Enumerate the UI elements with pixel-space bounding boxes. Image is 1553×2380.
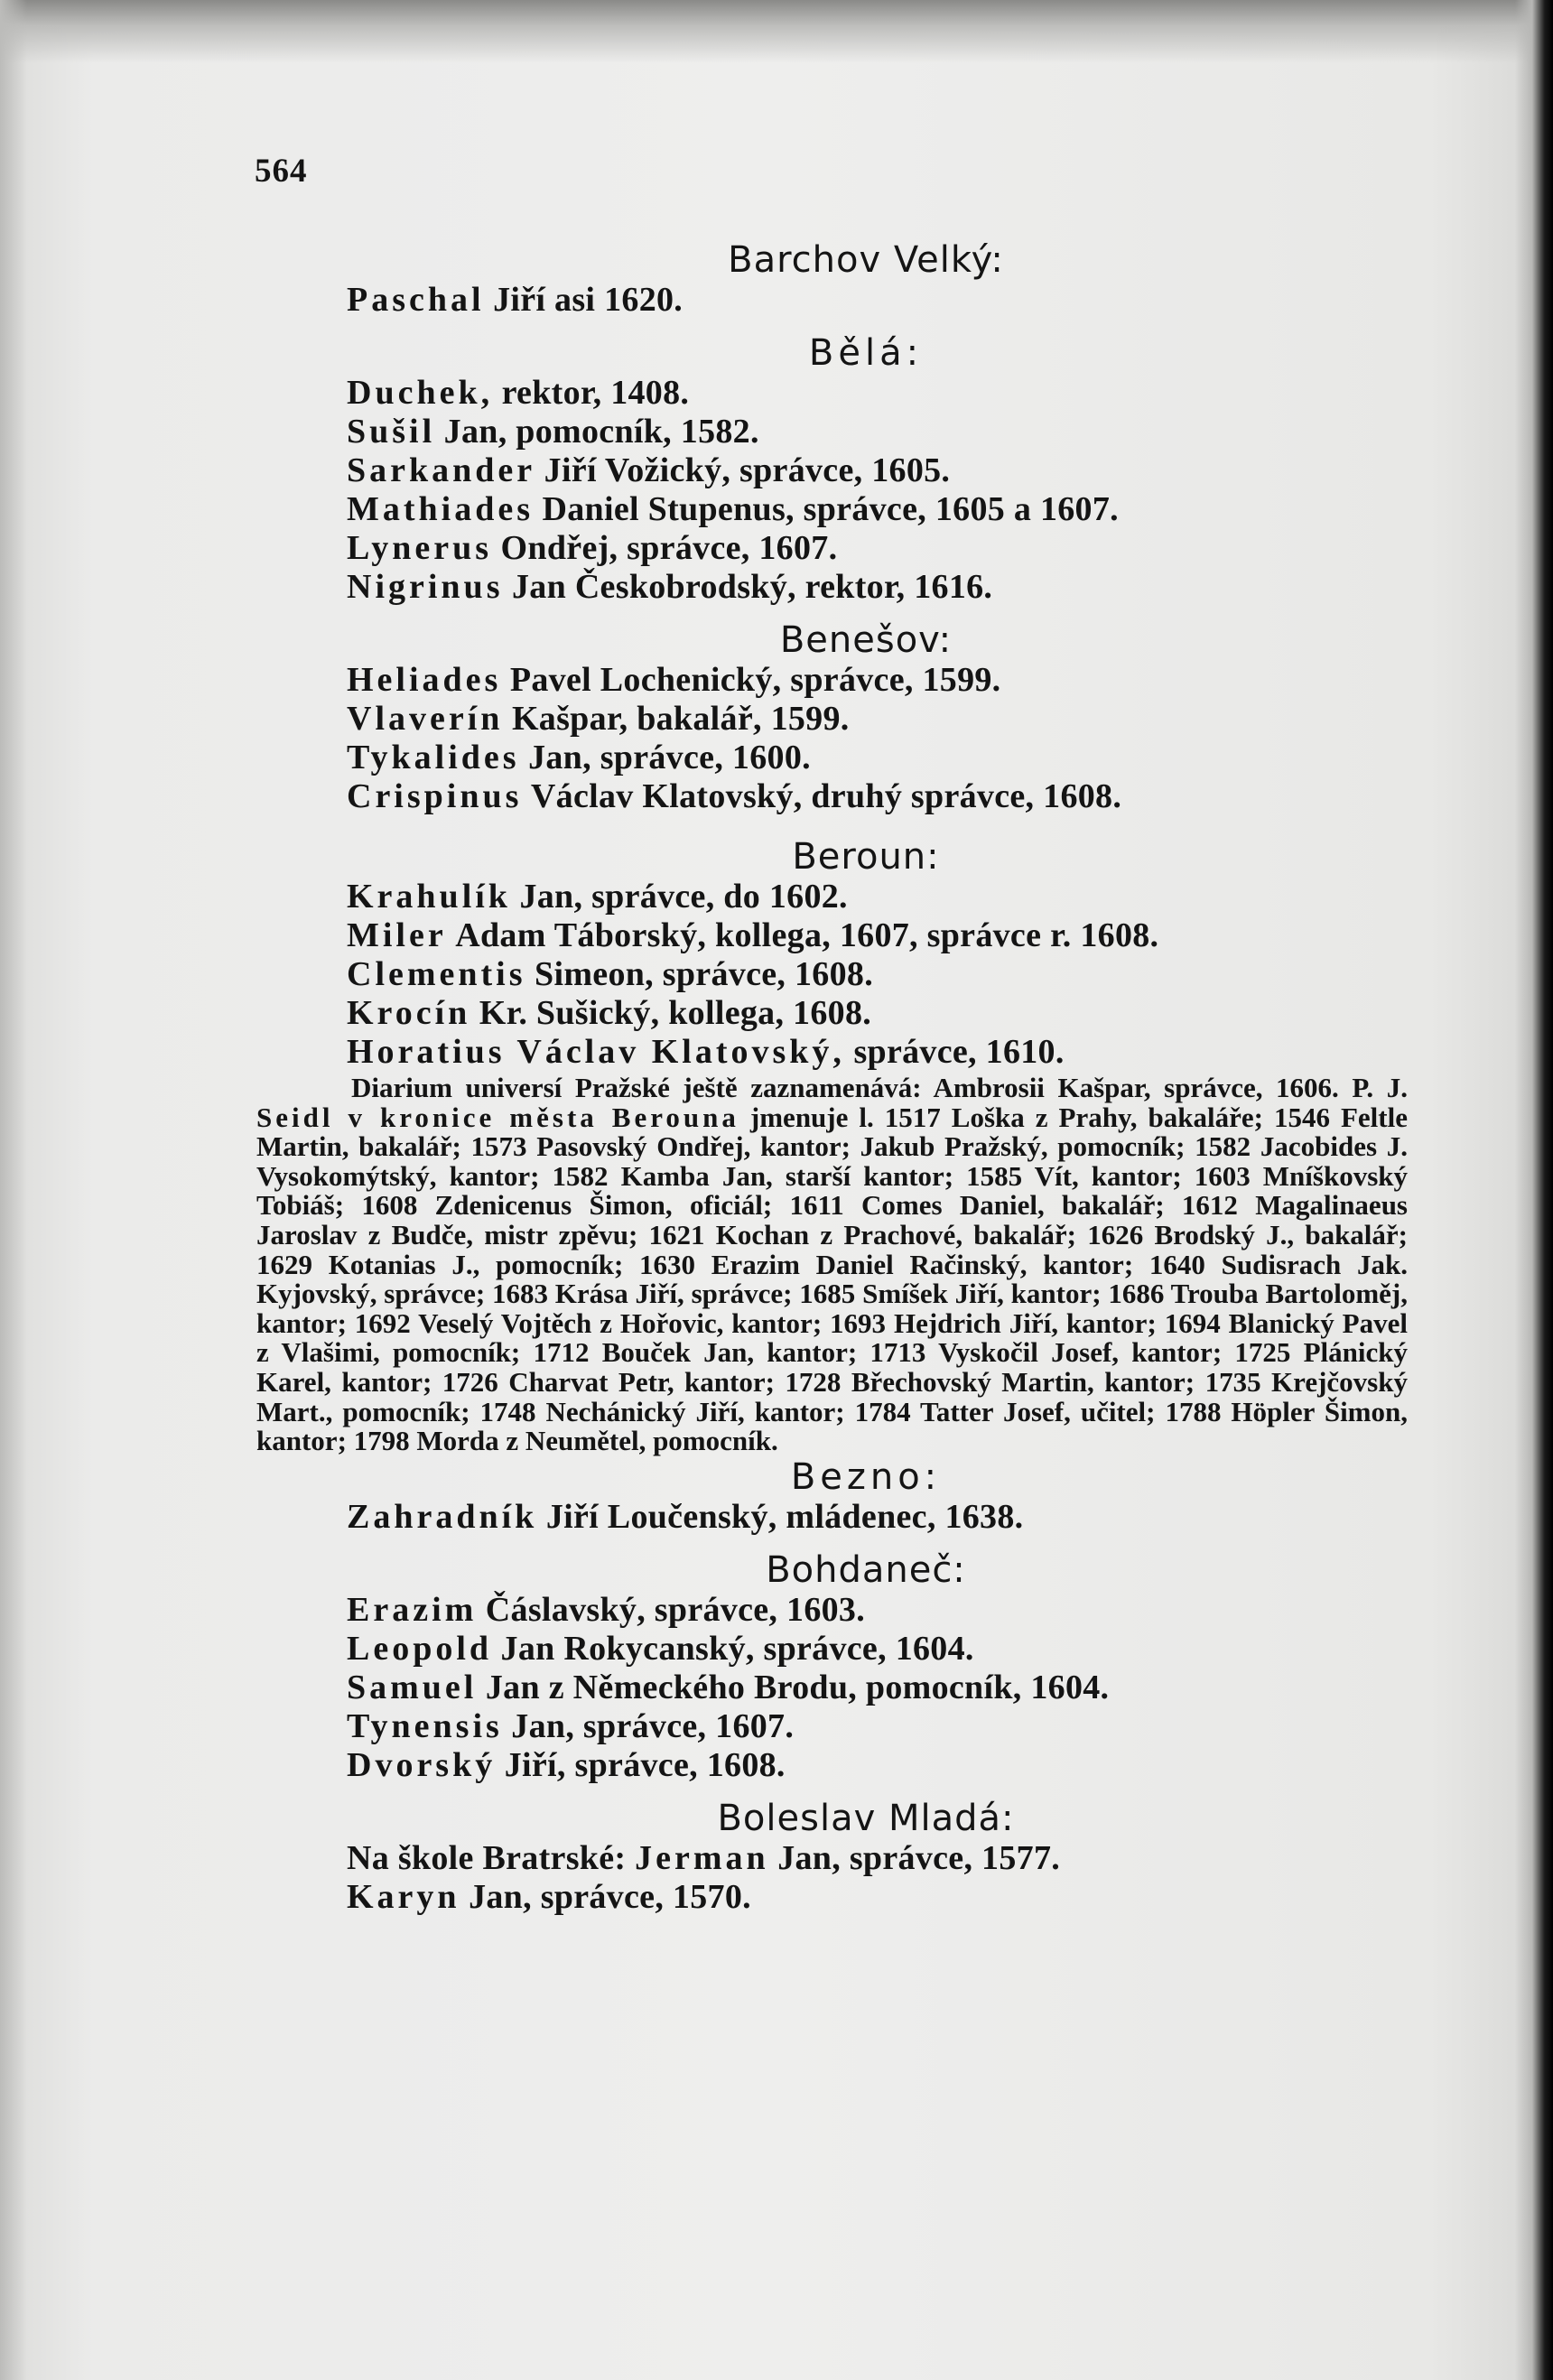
- heading-boleslav: Boleslav Mladá:: [717, 1797, 1015, 1839]
- entry-bohdanec-2: Leopold Jan Rokycanský, správce, 1604.: [347, 1629, 974, 1668]
- entry-bela-3: Sarkander Jiří Vožický, správce, 1605.: [347, 451, 951, 489]
- heading-barchov: Barchov Velký:: [728, 239, 1004, 281]
- beroun-note: Diarium universí Pražské ještě zaznamenává: Ambrosii Kašpar, správce, 1606. P. J. Seidl v kronice města Berouna jmenuje l. 1517 Loška z Prahy, bakaláře; 1546 Feltle Martin, bakalář; 1573 Pasovský Ondřej, kantor; Jakub Pražský, pomocník; 1582 Jacobides J. Vysokomýtský, kantor; 1582 Kamba Jan, starší kantor; 1585 Vít, kantor; 1603 Mníškovský Tobiáš; 1608 Zdenicenus Šimon, oficiál; 1611 Comes Daniel, bakalář; 1612 Magalinaeus Jaroslav z Budče, mistr zpěvu; 1621 Kochan z Prachové, bakalář; 1626 Brodský J., bakalář; 1629 Kotanias J., pomocník; 1630 Erazim Daniel Račinský, kantor; 1640 Sudisrach Jak. Kyjovský, správce; 1683 Krása Jiří, správce; 1685 Smíšek Jiří, kantor; 1686 Trouba Bartoloměj, kantor; 1692 Veselý Vojtěch z Hořovic, kantor; 1693 Hejdrich Jiří, kantor; 1694 Blanický Pavel z Vlašimi, pomocník; 1712 Bouček Jan, kantor; 1713 Vyskočil Josef, kantor; 1725 Plánický Karel, kantor; 1726 Charvat Petr, kantor; 1728 Břechovský Martin, kantor; 1735 Krejčovský Mart., pomocník; 1748 Nechánický Jiří, kantor; 1784 Tatter Josef, učitel; 1788 Höpler Šimon, kantor; 1798 Morda z Neumětel, pomocník.: [256, 1072, 1408, 1457]
- entry-beroun-2: Miler Adam Táborský, kollega, 1607, správce r. 1608.: [347, 916, 1159, 954]
- entry-bela-6: Nigrinus Jan Českobrodský, rektor, 1616.: [347, 568, 993, 606]
- entry-beroun-3: Clementis Simeon, správce, 1608.: [347, 955, 873, 993]
- entry-bela-1: Duchek, rektor, 1408.: [347, 374, 690, 412]
- entry-benesov-1: Heliades Pavel Lochenický, správce, 1599.: [347, 661, 1001, 699]
- entry-bohdanec-4: Tynensis Jan, správce, 1607.: [347, 1706, 795, 1745]
- entry-bezno-1: Zahradník Jiří Loučenský, mládenec, 1638.: [347, 1497, 1024, 1536]
- entry-boleslav-1: Na škole Bratrské: Jerman Jan, správce, 1577.: [347, 1838, 1061, 1877]
- scan-top-shadow: [0, 0, 1553, 63]
- entry-bela-2: Sušil Jan, pomocník, 1582.: [347, 413, 759, 451]
- heading-bela: Bělá:: [808, 332, 924, 374]
- entry-bela-4: Mathiades Daniel Stupenus, správce, 1605 a 1607.: [347, 490, 1119, 528]
- scan-right-edge: [1515, 0, 1553, 2380]
- entry-benesov-3: Tykalides Jan, správce, 1600.: [347, 739, 811, 776]
- entry-beroun-1: Krahulík Jan, správce, do 1602.: [347, 878, 848, 916]
- scan-left-edge: [0, 0, 27, 2380]
- entry-bohdanec-3: Samuel Jan z Německého Brodu, pomocník, 1604.: [347, 1668, 1110, 1706]
- entry-beroun-4: Krocín Kr. Sušický, kollega, 1608.: [347, 994, 872, 1032]
- heading-benesov: Benešov:: [779, 619, 953, 661]
- entry-benesov-4: Crispinus Václav Klatovský, druhý správce, 1608.: [347, 777, 1122, 815]
- entry-benesov-2: Vlaverín Kašpar, bakalář, 1599.: [347, 700, 850, 738]
- entry-bohdanec-5: Dvorský Jiří, správce, 1608.: [347, 1745, 786, 1784]
- page-number: 564: [255, 153, 308, 190]
- page-content: [256, 239, 1421, 1917]
- heading-bohdanec: Bohdaneč:: [766, 1548, 966, 1591]
- entry-bela-5: Lynerus Ondřej, správce, 1607.: [347, 529, 838, 567]
- entry-bohdanec-1: Erazim Čáslavský, správce, 1603.: [347, 1590, 866, 1629]
- heading-bezno: Bezno:: [790, 1455, 942, 1498]
- entry-boleslav-2: Karyn Jan, správce, 1570.: [347, 1877, 751, 1916]
- heading-beroun: Beroun:: [792, 836, 940, 878]
- entry-beroun-5: Horatius Václav Klatovský, správce, 1610.: [347, 1033, 1065, 1071]
- entry-barchov-1: Paschal Jiří asi 1620.: [347, 281, 684, 319]
